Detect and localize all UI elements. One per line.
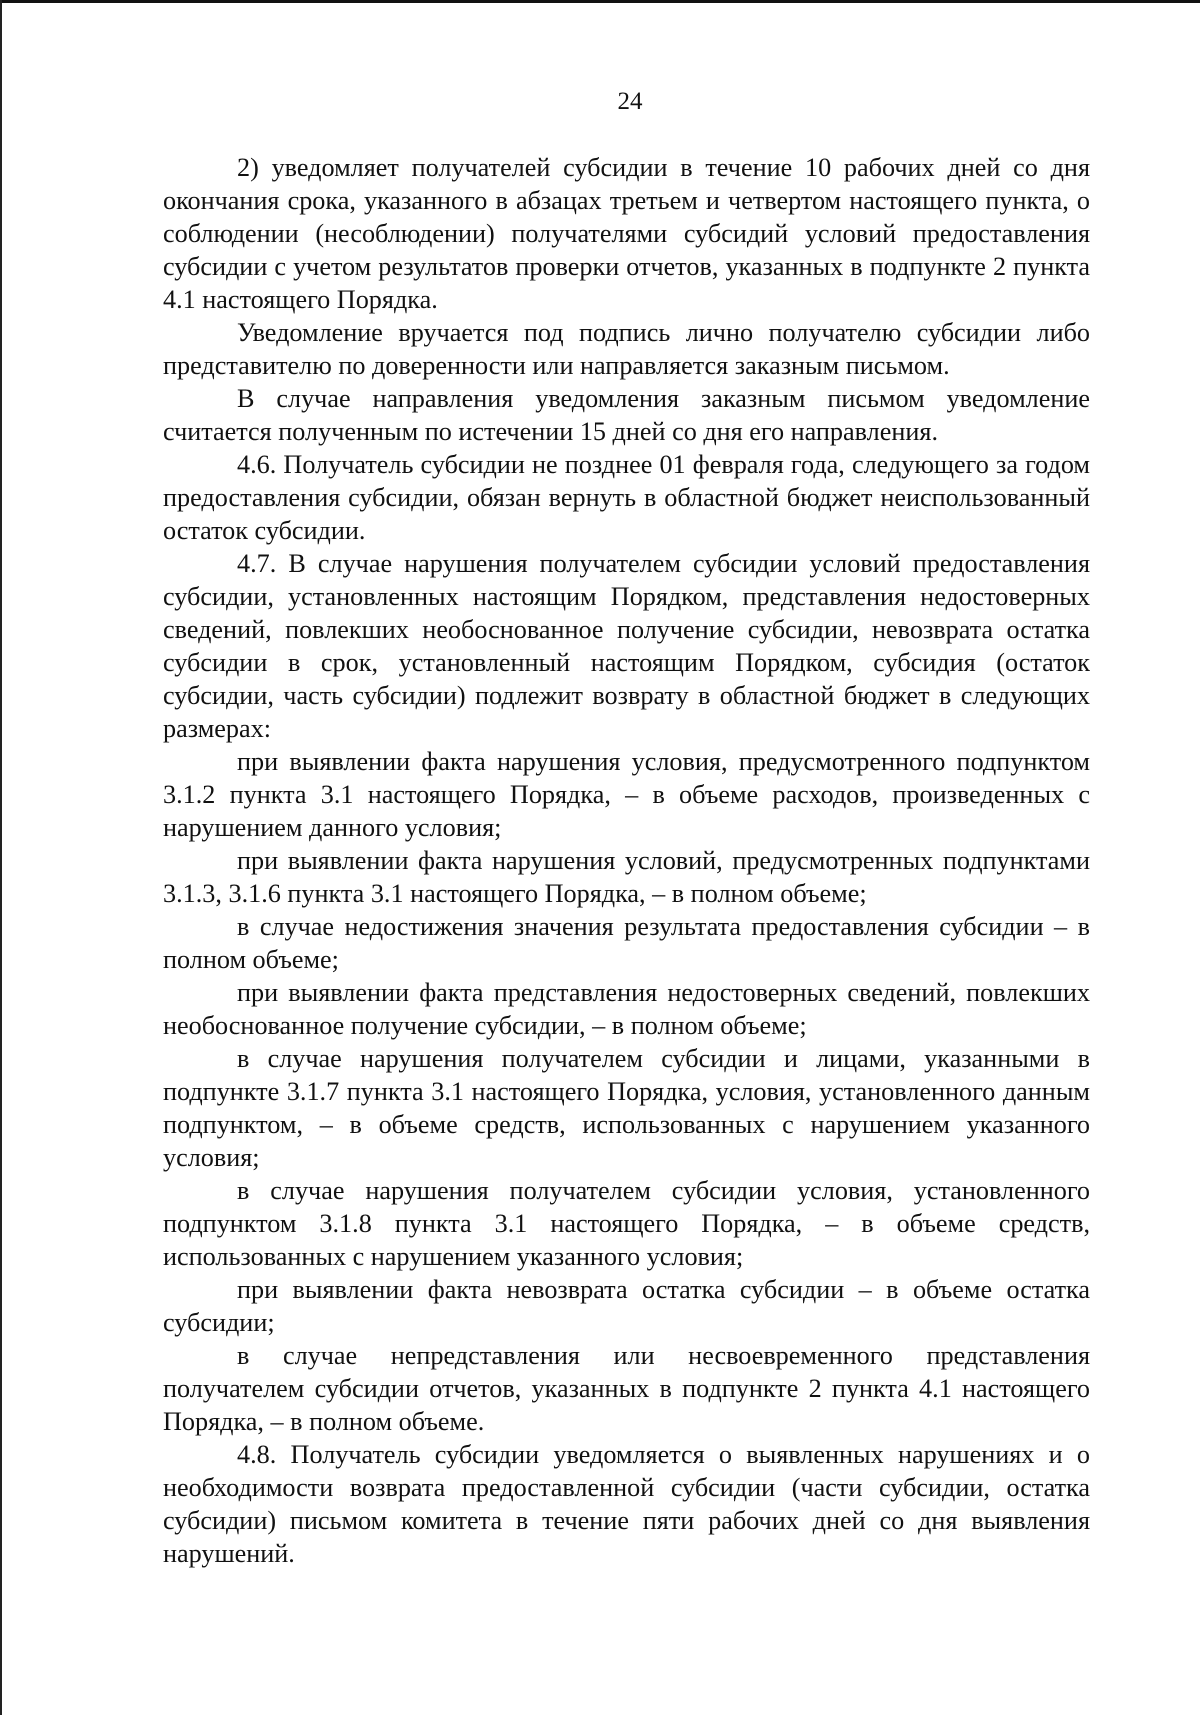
paragraph-4-8: 4.8. Получатель субсидии уведомляется о выявленных нарушениях и о необходимости возврата предоставленной субсидии (части субсидии, остатка субсидии) письмом комитета в течение пяти рабочих дней со дня выявления нарушений. [163,1440,1090,1568]
paragraph-result-not-achieved: в случае недостижения значения результата предоставления субсидии – в полном объеме; [163,912,1090,974]
document-body [163,151,1090,1570]
paragraph-4-6: 4.6. Получатель субсидии не позднее 01 февраля года, следующего за годом предоставления субсидии, обязан вернуть в областной бюджет неиспользованный остаток субсидии. [163,450,1090,545]
paragraph-violation-3-1-3: при выявлении факта нарушения условий, предусмотренных подпунктами 3.1.3, 3.1.6 пункта 3.1 настоящего Порядка, – в полном объеме; [163,846,1090,908]
paragraph-remainder-not-returned: при выявлении факта невозврата остатка субсидии – в объеме остатка субсидии; [163,1275,1090,1337]
page-number: 24 [617,88,643,115]
paragraph-violation-3-1-7: в случае нарушения получателем субсидии и лицами, указанными в подпункте 3.1.7 пункта 3.1 настоящего Порядка, условия, установленного данным подпунктом, – в объеме средств, использованных с нарушением указанного условия; [163,1044,1090,1172]
scan-edge-top [0,0,1200,3]
paragraph-false-info: при выявлении факта представления недостоверных сведений, повлекших необоснованное получение субсидии, – в полном объеме; [163,978,1090,1040]
scan-edge-left [0,0,2,1715]
paragraph-violation-3-1-2: при выявлении факта нарушения условия, предусмотренного подпунктом 3.1.2 пункта 3.1 настоящего Порядка, – в объеме расходов, произведенных с нарушением данного условия; [163,747,1090,842]
paragraph-registered-mail: В случае направления уведомления заказным письмом уведомление считается полученным по истечении 15 дней со дня его направления. [163,384,1090,446]
paragraph-notice-delivery: Уведомление вручается под подпись лично получателю субсидии либо представителю по доверенности или направляется заказным письмом. [163,318,1090,380]
paragraph-reports-not-submitted: в случае непредставления или несвоевременного представления получателем субсидии отчетов, указанных в подпункте 2 пункта 4.1 настоящего Порядка, – в полном объеме. [163,1341,1090,1436]
paragraph-4-7: 4.7. В случае нарушения получателем субсидии условий предоставления субсидии, установленных настоящим Порядком, представления недостоверных сведений, повлекших необоснованное получение субсидии, невозврата остатка субсидии в срок, установленный настоящим Порядком, субсидия (остаток субсидии, часть субсидии) подлежит возврату в областной бюджет в следующих размерах: [163,549,1090,743]
paragraph-item-2-notify: 2) уведомляет получателей субсидии в течение 10 рабочих дней со дня окончания срока, указанного в абзацах третьем и четвертом настоящего пункта, о соблюдении (несоблюдении) получателями субсидий условий предоставления субсидии с учетом результатов проверки отчетов, указанных в подпункте 2 пункта 4.1 настоящего Порядка. [163,153,1090,314]
paragraph-violation-3-1-8: в случае нарушения получателем субсидии условия, установленного подпунктом 3.1.8 пункта 3.1 настоящего Порядка, – в объеме средств, использованных с нарушением указанного условия; [163,1176,1090,1271]
